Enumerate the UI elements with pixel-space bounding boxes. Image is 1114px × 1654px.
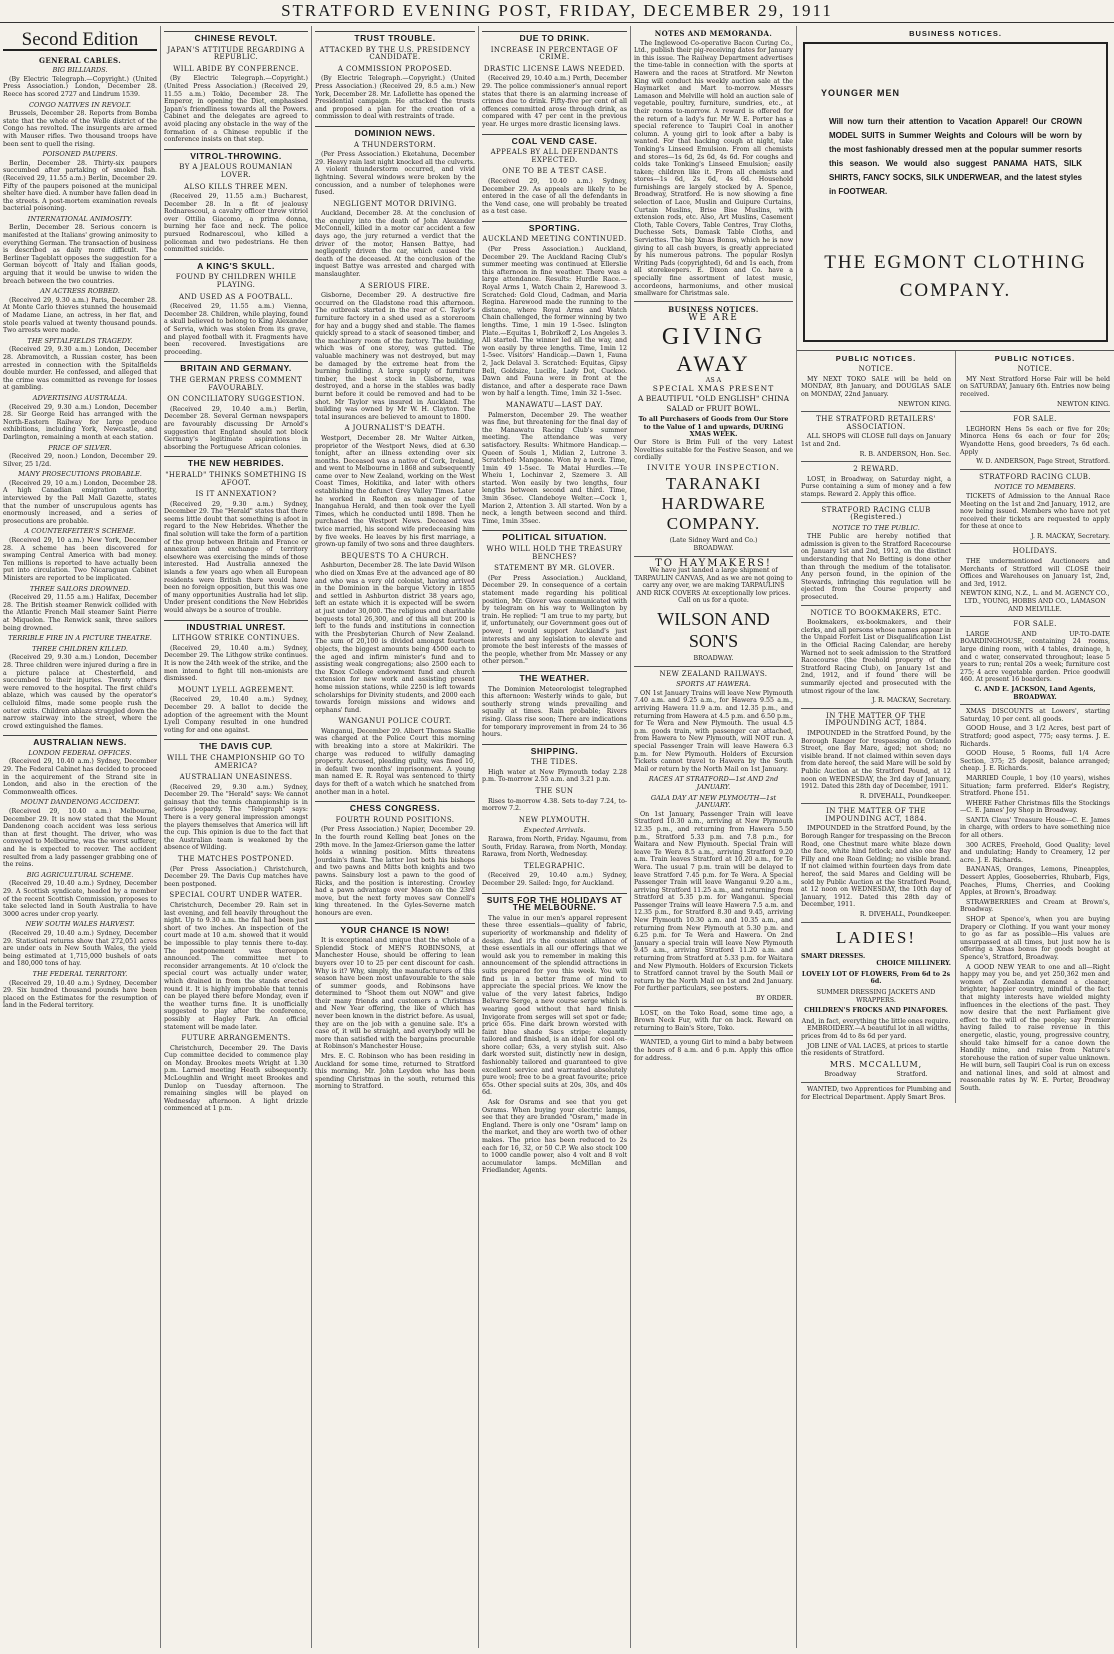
article-text: (Received 29, 10 a.m.) London, December 28. A high Canadian emigration authority, interviewed by the Pall Mall Gazette, states that the number of unscrupulous agents has enormously increased, and a series of prosecutions are probable.: [3, 479, 157, 525]
headline: THE SPITALFIELDS TRAGEDY.: [27, 336, 133, 345]
article-text: (Received 29, 9.30 a.m.) Paris, December 28. At Monte Carlo thieves stunned the housemaid of Madame Liane, an actress, in her flat, and stole pearls valued at twenty thousand pounds. Two arrests were made.: [3, 296, 157, 335]
article-text: (Received 29, 9.30 a.m.) London, December 28. Three children were injured during a fire in a picture palace at Chesterfield, and succumbed to their injuries. Twenty others were removed to the hospital. The first child's ablaze, which was caused by the operator's celluloid films, made some people rush the outer exits. Children ablaze struggled down the narrow stairway into the street, where the crowd extinguished the flames.: [3, 654, 157, 730]
section-heading: THE NEW HEBRIDES.: [164, 456, 308, 468]
subheading: NEGLIGENT MOTOR DRIVING.: [333, 199, 457, 208]
ad-line: (Late Sidney Ward and Co.): [669, 537, 758, 545]
headline: BIG AGRICULTURAL SCHEME.: [26, 870, 134, 879]
headline: POISONED PAUPERS.: [42, 150, 118, 159]
ad-line: Our Store is Brim Full of the very Latest Novelties suitable for the Festive Season, and we cordially: [634, 438, 793, 462]
ad-line: AWAY: [676, 350, 751, 376]
headline: A COUNTERFEITER'S SCHEME.: [24, 527, 136, 536]
notice-text: LOST, in Broadway, on Saturday night, a Purse containing a sum of money and a few stamps. Reward 2. Apply this office.: [801, 475, 951, 498]
section-heading: TRUST TROUBLE.: [315, 31, 475, 43]
classified-ad: WANTED, two Apprentices for Plumbing and for Electrical Department. Apply Smart Bros.: [801, 1085, 951, 1101]
ad-line: JOB LINE of VAL LACES, at prices to startle the residents of Stratford.: [801, 1042, 949, 1058]
article-text: (Received 29, 9.30 a.m.) Sydney, December 29. The "Herald" says: We cannot gainsay that the tennis championship is in serious jeopardy. The "Telegraph" says: There is a very general impression amongst the players themselves that America will lift the cup. This opinion is due to the fact that the Australian team is weakened by the absence of Wilding.: [164, 783, 308, 852]
section-heading: THE DAVIS CUP.: [164, 739, 308, 751]
article-text: (Received 29, 10.40 a.m.) Sydney, December 29. Six hundred thousand pounds have been placed on the Estimates for the resumption of land in the Federal territory.: [3, 979, 157, 1010]
subheading: A JOURNALIST'S DEATH.: [344, 424, 446, 433]
section-heading: THE WEATHER.: [482, 671, 627, 683]
subheading: MOUNT LYELL AGREEMENT.: [177, 685, 295, 694]
section-heading: DUE TO DRINK.: [482, 31, 627, 43]
divider: [634, 301, 793, 302]
subheading: NOTICE TO THE PUBLIC.: [832, 523, 920, 532]
divider: [801, 803, 951, 804]
subheading: BEQUESTS TO A CHURCH.: [340, 551, 450, 560]
headline: INTERNATIONAL ANIMOSITY.: [27, 214, 133, 223]
notice-text: THE undermentioned Auctioneers and Merchants of Stratford will CLOSE their Offices and Warehouses on January 1st, 2nd, and 3rd, 1912.: [960, 558, 1110, 588]
business-notices-heading: BUSINESS NOTICES.: [909, 29, 1002, 38]
subheading: NEW PLYMOUTH.: [518, 815, 591, 824]
subheading: BUSINESS NOTICES.: [668, 304, 759, 314]
subheading: STATEMENT BY MR. GLOVER.: [494, 564, 615, 573]
public-notices-left: [797, 351, 955, 1104]
subheading: AUSTRALIAN UNEASINESS.: [179, 773, 293, 782]
article-text: On 1st January, Passenger Train will leave Stratford 10.30 a.m., arriving at New Plymouth 12.35 p.m., and returning from Hawera 5.50 p.m., Stratford 5.33 p.m. and 7.8 p.m., for Waitara and New Plymouth. Special Train will leave Te Wera 8.5 a.m., arriving Stratford 9.20 a.m. Train leaves Stratford at 10.20 a.m., for Te Wera. The usual 7 p.m. train will be delayed to leave Stratford 7.45 p.m. for Te Wera. A Special Passenger Train will leave Wanganui 9.20 a.m., arriving Stratford 11.25 a.m., and returning from Stratford at 5.35 p.m. for Wanganui. Special Passenger Trains will leave Hawera 7.5 a.m. and 12.35 p.m., for Stratford 8.30 and 9.45, arriving New Plymouth 10.30 a.m. and 10.35 a.m., and returning from New Plymouth at 5.30 p.m. and 6.25 p.m. for Te Wera and Hawera. On 2nd January a special train will leave New Plymouth 9.45 a.m., arriving Stratford 11.20 a.m. and returning from Stratford at 5.33 p.m. for Waitara and New Plymouth. Holders of Excursion Tickets to Stratford cannot travel by the South Mail or return by the North Mail on 1st and 2nd January. For further particulars, see posters.: [634, 810, 793, 993]
ad-line: CHILDREN'S FROCKS AND PINAFORES.: [804, 1007, 948, 1015]
subheading: APPEALS BY ALL DEFENDANTS EXPECTED.: [490, 148, 619, 164]
subheading: AND USED AS A FOOTBALL.: [179, 292, 293, 301]
divider: [801, 411, 951, 412]
subheading: SPORTS AT HAWERA.: [676, 680, 751, 689]
section-heading: COAL VEND CASE.: [482, 134, 627, 146]
ad-line: A BEAUTIFUL "OLD ENGLISH" CHINA SALAD or FRUIT BOWL.: [637, 394, 790, 414]
divider: [801, 922, 951, 923]
notice-text: LEGHORN Hens 5s each or five for 20s; Minorca Hens 6s each or four for 20s; Wyandotte Hens, good breeders, 7s 6d each. Apply: [960, 425, 1110, 456]
article-text: (Received 29, 9.30 a.m.) London, December 28. Abramovitch, a Russian coster, has been arrested in connection with the Spitalfields double murder. He confessed, and alleged that the crime was committed as revenge for losses at gambling.: [3, 346, 157, 392]
ad-line: Will now turn their attention to Vacation Apparel! Our CROWN MODEL SUITS in Summer Weights and Colours will be worn by the most fashionably dressed men at the popular summer resorts this season. We would also suggest PANAMA HATS, SILK SHIRTS, FANCY SOCKS, SILK UNDERWEAR, and the latest styles in FOOTWEAR.: [829, 117, 1082, 197]
subheading: NOTICE.: [1017, 365, 1053, 374]
subheading: IN THE MATTER OF THE IMPOUNDING ACT, 1884.: [825, 711, 927, 728]
article-text: (Per Press Association.) Napier, December 29. In the fourth round Kelling beat Jones on the 29th move. In the Jamez-Grierson game the latter holds a winning position. Mitts threatens Jourdain's flank. The latter lost both his bishops and two pawns and Mitts both knights and two pawns. Sainsbury lost a pawn to the good of Ricks, and the position is interesting. Crowley had a pawn advantage over Mason on the 23rd move, but the next forty moves saw Connell's king threatened. In the Gyles-Severne match honours are even.: [315, 826, 475, 917]
article-text: Auckland, December 28. At the conclusion of the enquiry into the death of John Alexander McConnell, killed in a motor car accident a few days ago, the jury returned a verdict that the driver of the motor, Hansen Battye, had negligently driven the car, which caused the death of the deceased. At the conclusion of the inquest Battye was arrested and charged with manslaughter.: [315, 210, 475, 279]
subheading: THE STRATFORD RETAILERS' ASSOCIATION.: [816, 415, 936, 431]
subheading: A SERIOUS FIRE.: [359, 281, 431, 290]
ladies-ad: [801, 927, 951, 1079]
article-text: Gisborne, December 29. A destructive fire occurred on the Gladstone road this afternoon. The outbreak started in the rear of C. Taylor's furniture factory in a shed used as a storeroom for hay and a buggy shed and stable. The flames quickly spread to a stack of seasoned timber, and the machinery room of the factory. The building, which was of one storey, was gutted. The valuable machinery was not destroyed, but may be damaged by the extreme heat from the burning building. A large supply of furniture timber, the best stock in Gisborne, was destroyed, and a horse in the stables was badly burnt before it could be removed and had to be shot. Mr Taylor was insured in Auckland. The building was owned by Mr W. H. Clayton. The total insurances are believed to amount to 1800.: [315, 292, 475, 421]
article-text: High water at New Plymouth today 2.28 p.m. To-morrow 2.55 a.m. and 3.21 p.m.: [482, 768, 627, 784]
ad-line: SMART DRESSES.: [801, 952, 866, 960]
article-text: The value in our men's apparel represent these three essentials—quality of fabric, superiority of workmanship and fidelity of design. And it's the consistent alliance of these essentials in all our offerings that we would ask you to remember in making this announcement of the splendid attractions in suits prepared for you this week. You will find us in a better frame of mind to appreciate the special prices. We know the value of the very latest fabrics, Indigo Belvarre Serge, a new course serge which is wearing good without that hard finish. Invigorate from serges will set spot or fade; price 65s. Fine dark brown worsted with faint blue shade Sacs stripe; elegantly tailored and finished, is an ideal for cool on-shore collar; 63s, a very stylish suit. Also dark worsted suit, distinctly new in design, fashionably tailored and guaranteed to give excellent service and warranted absolutely pure wool; free to be a great favourite; price 65s. Other special suits at 20s, 30s, and 40s 6d.: [482, 914, 627, 1097]
headline: BIG BILLIARDS.: [52, 66, 108, 75]
article-text: (Received 29, 10.40 a.m.) Sydney, December 29. As appeals are likely to be entered in the case of all the defendants in the Vend case, one will probably be treated as a test case.: [482, 177, 627, 216]
subheading: BY A JEALOUS ROUMANIAN LOVER.: [179, 163, 293, 179]
ad-line: YOUNGER MEN: [821, 87, 901, 98]
subheading: STRATFORD RACING CLUB.: [979, 472, 1091, 481]
article-text: ON 1st January Trains will leave New Plymouth 7.40 a.m. and 9.25 a.m., for Hawera 9.55 a.m., arriving Hawera 11.9 a.m. and 12.35 p.m., and returning from Hawera at 4.5 p.m. and 6.50 p.m., for Te Wera and New Plymouth. The usual 4.5 p.m. goods train, with passenger car attached, from Hawera to New Plymouth, will NOT run. A special Passenger Train will leave Hawera 6.3 p.m. for New Plymouth. Holders of Excursion Tickets cannot travel to Hawera by the South Mail or return by the North Mail on 1st January.: [634, 689, 793, 773]
subheading: DRASTIC LICENSE LAWS NEEDED.: [483, 64, 626, 73]
public-notices: [797, 350, 1114, 1104]
subheading: IS IT ANNEXATION?: [195, 490, 277, 499]
article-text: Ask for Osrams and see that you get Osrams. When buying your electric lamps, see that they are branded "Osram," made in England. There is only one "Osram" lamp on the market, and they are worth two of other makes. The price has been reduced to 2s each for 16, 32, or 50 C.P. We also stock 100 to 1000 candle power, also 4 volt and 8 volt accumulator lamps. McMillan and Friedlander, Agents.: [482, 1099, 627, 1175]
signature: R. DIVEHALL, Poundkeeper.: [859, 911, 951, 918]
classified-ad: MARRIED Couple, 1 boy (10 years), wishes Situation; farm preferred. Elder's Registry, Stratford. Phone 151.: [960, 774, 1110, 798]
classified-ad: WANTED, a young Girl to mind a baby between the hours of 8 a.m. and 6 p.m. Apply this office for address.: [634, 1039, 793, 1062]
public-notices-right: [955, 351, 1114, 1104]
article-text: Christchurch, December 29. Rain set in last evening, and fell heavily throughout the night. Up to 9.30 a.m. the fall had been just short of two inches. An inspection of the court made at 10 a.m. showed that it would be impossible to play tennis there to-day. The postponement was thereupon announced. The committee met to reconsider arrangements. At 10 o'clock the special court was actually under water, which drained in from the stands erected round it. It is highly improbable that tennis can be played there before Monday, even if the weather turns fine. It is unofficially suggested to play after the conference, possibly at Hagley Park. An official statement will be made later.: [164, 902, 308, 1031]
article-text: (Received 29, 11.55 a.m.) Bucharest, December 28. In a fit of jealousy Rodnarescoul, a cavalry officer threw vitriol over Ottilia Giacomo, a prima donna, burning her face and neck. The police pursued Rodnarescoul, who killed a policeman and two pedestrians. He then committed suicide.: [164, 193, 308, 254]
classified-ad: SHOP at Spence's, when you are buying Drapery or Clothing. If you want your money to go as far as possible—His values are unsurpassed at all times, but just now he is offering a Xmas bonus for goods bought at Spence's, Stratford, Broadway.: [960, 916, 1110, 961]
divider: [634, 666, 793, 667]
ad-line: BY ORDER.: [756, 995, 793, 1002]
notice-text: THE Public are hereby notified that admission is given to the Stratford Racecourse on January 1st and 2nd, 1912, on the distinct understanding that No Betting is done other than through the medium of the totalisator. Any person found, in the opinion of the Stewards, infringing this regulation will be ejected from the Course property and prosecuted.: [801, 533, 951, 602]
signature: NEWTON KING.: [898, 400, 951, 408]
classified-ad: STRAWBERRIES and Cream at Brown's, Broadway.: [960, 898, 1110, 914]
section-heading: AUSTRALIAN NEWS.: [3, 735, 157, 747]
subheading: THE SUN: [535, 787, 574, 796]
article-text: (Received 29, 9.30 a.m.) Sydney, December 29. The "Herald" states that there seems little doubt that something is afoot in regard to the New Hebrides. Whether the final solution will take the form of a partition of the group between Britain and France or annexation and exchange of territory elsewhere was exercising the minds of those interested. Had Australia annexed the islands a few years ago when all European residents were British there would have been no foreign opposition, but this was one of many opportunities Australia had let slip. Under present conditions the New Hebrides would always be a source of trouble.: [164, 500, 308, 614]
subheading: HOLIDAYS.: [1012, 547, 1058, 556]
subheading: ALSO KILLS THREE MEN.: [184, 182, 288, 191]
article-text: (By Electric Telegraph.—Copyright.) (United Press Association.) (Received 29, 11.55 a.m.) Tokio, December 28. The Emperor, in opening the Diet, emphasised Japan's friendliness towards all the Powers. Cabinet and the delegates are agreed to avoid placing any obstacle in the way of the formation of a Chinese republic if the conference insists on that step.: [164, 75, 308, 144]
section-heading: DOMINION NEWS.: [315, 126, 475, 138]
column-2: [160, 26, 311, 1648]
notice-text: ALL SHOPS will CLOSE full days on January 1st and 2nd.: [801, 433, 951, 448]
section-heading: CHINESE REVOLT.: [164, 31, 308, 43]
headline: TERRIBLE FIRE IN A PICTURE THEATRE.: [8, 634, 152, 643]
article-text: (By Electric Telegraph.—Copyright.) (United Press Association.) London, December 28. Reece has scored 2727 and Lindrum 1539.: [3, 75, 157, 98]
subheading: FOURTH ROUND POSITIONS.: [335, 815, 455, 824]
subheading: IN THE MATTER OF THE IMPOUNDING ACT, 1884.: [825, 807, 927, 823]
headline: PRICE OF SILVER.: [48, 443, 112, 452]
subheading: LITHGOW STRIKE CONTINUES.: [172, 634, 300, 643]
article-text: Rarawa, from North, Friday. Ngaumu, from South, Friday. Rarawa, from North, Monday. Rarawa, from North, Wednesday.: [482, 836, 627, 859]
article-text: (Received 29, 11.55 a.m.) Halifax, December 28. The British steamer Renwick collided with the Atlantic French Mail steamer Saint Pierre at Miquelon. The Renwick sank, three sailors being drowned.: [3, 594, 157, 632]
signature: J. R. MACKAY, Secretary.: [1030, 532, 1110, 540]
article-text: (Received 29, 10.40 a.m.) Perth, December 29. The police commissioner's annual report states that there is an alarming increase of crimes due to drink. Fifty-five per cent of all offences committed arose through drink, as compared with 47 per cent in the previous year. He urges more drastic licensing laws.: [482, 75, 627, 128]
article-text: (Per Press Association.) Eketahuna, December 29. Heavy rain last night knocked all the culverts. A violent thunderstorm occurred, and vivid lightning. Several windows were broken by the concussion, and a number of telephones were fused.: [315, 151, 475, 197]
article-text: (Received 29, 10.40 a.m.) Sydney, December 29. Sailed: Ingo, for Auckland.: [482, 872, 627, 887]
ad-line: AS A: [705, 376, 722, 384]
headline: THREE SAILORS DROWNED.: [29, 584, 131, 593]
ad-line: TO HAYMAKERS!: [655, 557, 772, 569]
classified-ad: WHERE Father Christmas fills the Stockings—C. E. James' Joy Shop in Broadway.: [960, 799, 1110, 815]
column-5: [630, 26, 796, 1648]
article-text: (Received 29, noon.) London, December 29. Silver, 25 1/2d.: [3, 453, 157, 468]
notice-text: MY NEXT TOKO SALE will be held on MONDAY, 8th January, and DOUGLAS SALE on MONDAY, 22nd January.: [801, 375, 951, 398]
subheading: ONE TO BE A TEST CASE.: [502, 167, 607, 176]
general-cables-heading: GENERAL CABLES.: [38, 55, 122, 65]
article-text: Palmerston, December 29. The weather was fine, but threatening for the final day of the Manawatu Racing Club's summer meeting. The attendance was very satisfactory. Results: Whitmore Handicap.—Queen of Souls 1, Midian 2, Lutrone 3. Scratched: Mangaone. Won by a neck. Time, 1min 49 1-5sec. Te Matai Hurdles.—Te Wheiu 1, Lochinvar 2, Szemere 3. All started. Won easily by two lengths, four lengths between second and third. Time, 3min 36sec. Clandeboye Welter.—Cock 1, Marion 2, Attention 3. All started. Won by a neck, a length between second and third. Time, 1min 35sec.: [482, 411, 627, 525]
divider: [634, 1035, 793, 1036]
notice-text: IMPOUNDED in the Stratford Pound, by the Borough Ranger for trespassing on the Brecon Road, one Chestnut mare white blaze down the face, white hind fetlock; and also one Bay Filly and one Roan Gelding; no visible brand. If not claimed within fourteen days from date hereof, the said Mares and Gelding will be sold by Public Auction at the Stratford Pound, at 12 noon on WEDNESDAY, the 10th day of January, 1912. Dated this 28th day of December, 1911.: [801, 825, 951, 909]
article-text: (Received 29, 10.40 a.m.) Sydney, December 29. A ballot to decide the adoption of the agreement with the Mount Lyell Company resulted in one hundred voting for and one against.: [164, 696, 308, 734]
article-text: (Received 29, 10.40 a.m.) Melbourne, December 29. It is now stated that the Mount Dandenong coach accident was less serious than at first thought. The driver, who was conveyed to Melbourne, was the worst sufferer, and he is expected to recover. The accident resulted from a lady passenger grabbing one of the reins.: [3, 808, 157, 869]
divider: [960, 411, 1110, 412]
ad-line: BROADWAY.: [693, 655, 734, 663]
signature: C. AND E. JACKSON, Land Agents, BROADWAY.: [974, 685, 1096, 701]
headline: MANY PROSECUTIONS PROBABLE.: [18, 470, 142, 479]
classified-ad: 300 ACRES, Freehold, Good Quality; level and undulating; Handy to Creamery, 12 per acre. J. E. Richards.: [960, 841, 1110, 864]
signature: R. B. ANDERSON, Hon. Sec.: [859, 450, 951, 458]
subheading: A COMMISSION PROPOSED.: [337, 64, 453, 73]
article-text: (By Electric Telegraph.—Copyright.) (United Press Association.) (Received 29, 8.5 a.m.) New York, December 28. Mr. Lafollette has opened the Presidential campaign. He attacked the trusts and proposed a plan for the creation of a commission to deal with restraints of trade.: [315, 75, 475, 121]
divider: [801, 502, 951, 503]
article-text: (Per Press Association.) Auckland, December 29. The Auckland Racing Club's summer meeting was continued at Ellerslie this afternoon in fine weather. There was a large attendance. Results: Hurdle Race.—Royal Arms 1, Watch Chain 2, Harewood 3. Scratched: Gold Cloud, Cadman, and Maria Regina. Harewood made the running to the distance, where Royal Arms and Watch Chain challenged, the former winning by two lengths. Time, 1 min 19 1-5sec. Islington Plate.—Equitas 1, Bobrikoff 2, Los Angeles 3. All started. The winner led all the way, and won easily by three lengths. Time, 1min 12 1-5sec. Visitors' Handicap.—Dawn 1, Fauna 2, Jack Delaval 3. Scratched: Equitas, Gipsy Bell, Goldsize, Lucille, Lady Dot, Cuckoo. Dawn and Fauna were in front at the distance, and after a desperate race Dawn won by half a length. Time, 1min 32 1-5sec.: [482, 246, 627, 398]
article-text: (Received 29, 10.40 a.m.) Sydney, December 29. Statistical returns show that 272,051 acres are under oats in New South Wales, the yield being estimated at 1,715,000 bushels of oats and 180,000 tons of hay.: [3, 929, 157, 968]
subheading: ON CONCILIATORY SUGGESTION.: [167, 395, 305, 404]
subheading: NEW ZEALAND RAILWAYS.: [659, 669, 768, 678]
subheading: INCREASE IN PERCENTAGE OF CRIME.: [490, 45, 619, 62]
article-text: Westport, December 28. Mr Walter Aitken, proprietor of the Westport News, died at 6.30 tonight, after an illness extending over six months. Deceased was a native of Cork, Ireland, and went to Melbourne in 1868 and subsequently came over to New Zealand, working on the West Coast Times, Hokitika, and later with others establishing the defunct Grey Valley Times. Later he worked in Reefton as manager of the Inangahua Herald, and then took over the Lyell Times, which he conducted until 1898. Then he purchased the Westport News. Deceased was twice married, his second wife predeceasing him by five weeks. He leaves by his first marriage, a grown-up family of two sons and three daughters.: [315, 434, 475, 549]
ad-line: SUMMER DRESSING JACKETS AND WRAPPERS.: [816, 988, 936, 1004]
section-heading: BRITAIN AND GERMANY.: [164, 361, 308, 373]
classified-ad: A GOOD NEW YEAR to one and all—Right happy may you be, and yet 250,362 men and women of Zealandia demand a cleaner, brighter, happier country, mindful of the fact that mighty interests have wielded mighty influences in the elections of the past. They now desire that the next Parliament give effect to the will of the people; say Premier having failed to raise revenue in this energetic, elastic, young, progressive country, should take himself for a canoe down the Handily mine, and raise from Nature's storehouse the ration of super value unknown. He will burn, sell Taupiri Coal is run on excess and national lines, and sold at almost and reasonable rates by W. E. Porter, Broadway South.: [960, 963, 1110, 1093]
section-heading: PUBLIC NOTICES.: [994, 353, 1076, 363]
subheading: ATTACKED BY THE U.S. PRESIDENCY CANDIDATE.: [319, 45, 471, 62]
subheading: NOTES AND MEMORANDA.: [654, 29, 773, 38]
article-text: (Received 29, 10.40 a.m.) Sydney, December 29. The Federal Cabinet has decided to proceed in the acquirement of the Strand site in London, and also in the erection of the Commonwealth offices.: [3, 758, 157, 796]
masthead: STRATFORD EVENING POST, FRIDAY, DECEMBER 29, 1911: [0, 0, 1114, 23]
section-heading: POLITICAL SITUATION.: [482, 530, 627, 542]
subheading: Expected Arrivals.: [523, 826, 586, 835]
ad-line: Broadway Stratford.: [824, 1071, 928, 1079]
article-text: It is exceptional and unique that the whole of a Splendid Stock of MEN'S ROBINSONS, at Manchester House, should be offering to lean buyers over 10 to 25 per cent discount for cash. Why is it? Why, simply, the manufacturers of this season have been most unfavourable to the sale of summer goods, and Robinsons have determined to "Shoot them out NOW" and give their many friends and customers a Christmas and New Year offering, the like of which has never been known in the district before. As usual, they are on the job with a genuine sale. It's a case of, it will be straight, and everybody will be more than satisfied with the bargains procurable at Robinson's Manchester House.: [315, 937, 475, 1051]
subheading: FUTURE ARRANGEMENTS.: [181, 1034, 291, 1043]
subheading: NOTICE.: [858, 365, 894, 374]
subheading: SPECIAL COURT UNDER WATER.: [169, 891, 303, 900]
divider: [960, 543, 1110, 544]
subheading: THE MATCHES POSTPONED.: [177, 855, 295, 864]
divider: [634, 1006, 793, 1007]
section-heading: SUITS FOR THE HOLIDAYS AT THE MELBOURNE.: [482, 893, 627, 912]
divider: [960, 704, 1110, 705]
column-3: [311, 26, 478, 1648]
signature: J. R. MACKAY, Secretary.: [871, 697, 951, 705]
subheading: "HERALD" THINKS SOMETHING IS AFOOT.: [165, 470, 307, 487]
ad-line: BROADWAY.: [693, 544, 734, 552]
article-text: Christchurch, December 29. The Davis Cup committee decided to commence play on Monday. Brookes meets Wright at 1.30 p.m. Larned meeting Heath subsequently. McLoughlin and Wright meet Brookes and Dunlop on Tuesday afternoon. The remaining singles will be played on Wednesday afternoon. A light drizzle commenced at 1 p.m.: [164, 1044, 308, 1113]
subheading: FOUND BY CHILDREN WHILE PLAYING.: [175, 273, 297, 290]
article-text: Berlin, December 28. Thirty-six paupers succumbed after partaking of smoked fish. (Received 29, 11.55 a.m.) Berlin, December 29. Fifty of the paupers poisoned at the municipal shelter have died. A number have fallen dead in the streets. A post-mortem examination reveals bacterial poisoning.: [3, 159, 157, 213]
egmont-clothing-ad: [803, 42, 1108, 342]
section-heading: SHIPPING.: [482, 744, 627, 756]
article-text: The Dominion Meteorologist telegraphed this afternoon: Westerly winds to gale, but southerly strong winds prevailing and squally at times. Rain probable; Rivers rising. Glass rise soon; There are indications for temporary improvement in from 24 to 36 hours.: [482, 685, 627, 739]
article-text: (Per Press Association.) Auckland, December 29. In consequence of a certain statement made regarding his political position, Mr. Glover was communicated with by telegram on his way to Wellington by train. He replied: "I am true to my party, but if, unfortunately, our Government goes out of power, I would support Auckland's just interests and any legislation to elevate and promote the best interests of the masses of the people, whether from Mr. Massey or any other person.": [482, 574, 627, 666]
divider: [960, 469, 1110, 470]
ad-line: WILSON AND SON'S: [657, 609, 770, 652]
subheading: FOR SALE.: [1013, 620, 1057, 629]
section-heading: INDUSTRIAL UNREST.: [164, 620, 308, 632]
article-text: (Received 29, 11.55 a.m.) Vienna, December 28. Children, while playing, found a skull believed to belong to King Alexander of Servia, which was stolen from its grave, and played football with it. Fragments have been recovered. Investigations are proceeding.: [164, 303, 308, 356]
article-text: (Received 29, 10.40 a.m.) Berlin, December 28. Several German newspapers are favourably discussing Dr Arnold's suggestion that England should not block Germany's legitimate aspirations in absorbing the Portuguese African colonies.: [164, 405, 308, 451]
headline: MOUNT DANDENONG ACCIDENT.: [20, 798, 140, 807]
article-text: (Per Press Association.) Christchurch, December 29. The Davis Cup matches have been postponed.: [164, 865, 308, 888]
subheading: JAPAN'S ATTITUDE REGARDING A REPUBLIC.: [167, 45, 305, 62]
ad-line: EMBROIDERY.—A beautiful lot in all widths, prices from 4d to 8s 6d per yard.: [801, 1025, 950, 1040]
classified-ad: GOOD House, 5 Rooms, full 1/4 Acre Section, 375; 25 deposit, balance arranged; cheap. J. E. Richards.: [960, 750, 1110, 773]
article-text: The Inglewood Co-operative Bacon Curing Co., Ltd., publish their pig-receiving dates for January in this issue. The Railway Department advertises the time-table in connection with the sports at Hawera and the races at Stratford. Mr Newton King will conduct his weekly auction sale at the Haymarket and Mart to-morrow. Messrs Lamason and Melville will hold an auction sale of vegetable, poultry, furniture, sundries, etc., at their rooms to-morrow. A reward is offered for the return of a lady's fur. Mr W. E. Porter has a special reference to Taupiri Coal in another column. A young girl to look after a baby is wanted. For that hacking cough at night, take Tonking's Linseed Emulsion. From all chemists and stores—1s 6d, 2s 6d, 4s 6d. For coughs and colds take Tonking's Linseed Emulsion; easily taken; children like it. From all chemists and stores—1s 6d, 2s 6d, 4s 6d. Household furnishings are largely stocked by A. Spence, Broadway, Stratford. He is now showing a fine selection of Lace, Muslin and Guipure Curtains, Curtain Muslins, Brise Bise Muslins, with extension rods, etc. Also, Art Muslins, Casement Cloth, Table Covers, Table Centres, Tray Cloths, Duchesse Sets, Damask Table Cloths, and Serviettes. The big Xmas Bonus, which he is now giving to all cash buyers, is greatly appreciated by his numerous patrons. The popular Roslyn Writing Pads (copyrighted), 6d and 1s each, from all storekeepers. E. Dixon and Co. have a specially fine assortment of latest music, accordeons, harmoniums, and other musical smallware for Christmas sale.: [634, 39, 793, 298]
column-6: [796, 26, 1114, 1648]
notice-text: TICKETS of Admission to the Annual Race Meeting on the 1st and 2nd January, 1912, are now being issued. Members who have not yet received their tickets are requested to apply for these at once to: [960, 492, 1110, 531]
subheading: GALA DAY AT NEW PLYMOUTH—1st JANUARY.: [650, 793, 777, 810]
article-text: Mrs. E. C. Robinson who has been residing in Auckland for some time, returned to Stratford this morning. Mr. John Leydon who has been spending Christmas in the south, returned this morning to Stratford.: [315, 1053, 475, 1091]
signature: R. DIVEHALL, Poundkeeper.: [859, 792, 951, 800]
section-heading: SPORTING.: [482, 221, 627, 233]
subheading: THE TIDES.: [530, 758, 579, 767]
column-1: [0, 26, 160, 1648]
subheading: STRATFORD RACING CLUB (Registered.): [821, 505, 931, 522]
divider: [634, 556, 793, 557]
ad-line: THE EGMONT CLOTHING COMPANY.: [824, 252, 1087, 302]
ad-line: LADIES!: [835, 927, 917, 947]
article-text: (Received 29, 10.40 a.m.) Sydney, December 29. The Lithgow strike continues. It is now the 24th week of the strike, and the men intend to fight till non-unionists are dismissed.: [164, 644, 309, 683]
classified-ad: GOOD House, and 3 1/2 Acres, best part of Stratford; good aspect, 775; easy terms. J. E. Richards.: [960, 725, 1110, 748]
classified-ad: SANTA Claus' Treasure House—C. E. James in charge, with orders to have something nice for all others.: [960, 816, 1110, 840]
subheading: A THUNDERSTORM.: [354, 140, 436, 149]
subheading: FOR SALE.: [1013, 415, 1057, 424]
signature: W. D. ANDERSON, Page Street, Stratford.: [976, 458, 1110, 466]
subheading: RACES AT STRATFORD—1st AND 2nd JANUARY.: [648, 775, 779, 791]
subheading: WILL ABIDE BY CONFERENCE.: [173, 64, 299, 73]
headline: AN ACTRESS ROBBED.: [40, 287, 120, 296]
column-4: [478, 26, 630, 1648]
subheading: MANAWATU—LAST DAY.: [505, 400, 604, 409]
second-edition-title: Second Edition: [3, 36, 157, 51]
article-text: Wanganui, December 29. Albert Thomas Skallie was charged at the Police Court this morning with breaking into a store at Makirikiri. The charge was reduced to wilfully damaging property. Accused, pleading guilty, was fined 10, in default two months' imprisonment. A young man named E. R. Royal was sentenced to thirty days for theft of a watch which he snatched from another man in a hotel.: [315, 727, 475, 796]
notice-text: IMPOUNDED in the Stratford Pound, by the Borough Ranger for trespassing on Orlando Street, one Bay Mare, aged; not shod; no visible brand. If not claimed within seven days from date hereof, the said Mare will be sold by Public Auction at the Stratford Pound, at 12 noon on WEDNESDAY, the 3rd day of January, 1912. Dated this 28th day of December, 1911.: [801, 729, 951, 791]
headline: CONGO NATIVES IN REVOLT.: [28, 100, 131, 109]
divider: [801, 461, 951, 462]
subheading: WANGANUI POLICE COURT.: [338, 717, 452, 726]
headline: NEW SOUTH WALES HARVEST.: [25, 920, 135, 929]
article-text: (Received 29, 10.40 a.m.) Sydney, December 29. A Scottish syndicate, headed by a member of the recent Scottish Commission, proposes to take selected land in South Australia to have 3000 acres under crop yearly.: [3, 880, 157, 918]
article-text: (Received 29, 9.30 a.m.) London, December 28. Sir George Reid has arranged with the North-Eastern Railway for large produce exhibitions, including York, Newcastle, and Darlington, remaining a month at each station.: [3, 403, 157, 441]
subheading: THE GERMAN PRESS COMMENT FAVOURABLY.: [169, 375, 303, 392]
giving-away-ad: [634, 315, 793, 552]
classified-ad: LOST, on the Toko Road, some time ago, a Brown Neck Fur, with fur on back. Reward on returning to Bain's Store, Toko.: [634, 1009, 793, 1032]
ad-line: To all Purchasers of Goods from Our Store to the Value of 1 and upwards, DURING XMAS WEEK.: [638, 416, 789, 439]
ad-line: TARANAKI HARDWARE COMPANY.: [661, 474, 766, 534]
section-heading: VITROL-THROWING.: [164, 149, 308, 161]
headline: LONDON FEDERAL OFFICES.: [28, 748, 132, 757]
subheading: WHO WILL HOLD THE TREASURY BENCHES?: [486, 545, 623, 561]
subheading: WILL THE CHAMPIONSHIP GO TO AMERICA?: [167, 753, 305, 770]
classified-ad: BANANAS, Oranges, Lemons, Pineapples, Dessert Apples, Gooseberries, Rhubarb, Figs, Peaches, Plums, Cherries, and Cooking Apples, at Brown's, Broadway.: [960, 866, 1110, 897]
ad-line: LOVELY LOT OF FLOWERS, From 6d to 2s 6d.: [801, 970, 951, 986]
subheading: NOTICE TO MEMBERS.: [994, 483, 1076, 492]
ad-line: MRS. MCCALLUM,: [829, 1059, 923, 1069]
headline: THE FEDERAL TERRITORY.: [32, 969, 128, 978]
section-heading: PUBLIC NOTICES.: [835, 353, 917, 363]
headline: ADVERTISING AUSTRALIA.: [32, 393, 128, 402]
classified-ad: XMAS DISCOUNTS at Lowers', starting Saturday, 10 per cent. all goods.: [960, 708, 1110, 723]
article-text: Ashburton, December 28. The late David Wilson who died on Xmas Eve at the advanced age of 80 and who was a very old colonist, having arrived in the Dominion in the barque Victory in 1855 and settled in Ashburton district 38 years ago, left an estate which it is expected will be sworn at just under 30,000. The religious and charitable bequests total 26,300, and of this all but 200 is left to the funds and institutions in connection with the Presbyterian Church of New Zealand. The sum of 20,100 is divided amongst fourteen objects, the biggest amounts being 4500 each to the aged and infirm minister's fund and to assisting weak congregations; also 2500 each to the Knox College endowment fund and church extension for new work and assisting present home mission stations, while 2250 is left towards scholarships for Divinity students, and 2000 each towards foreign missions and widows and orphans' fund.: [315, 562, 475, 714]
divider: [801, 708, 951, 709]
ad-line: CHOICE MILLINERY.: [876, 960, 951, 968]
divider: [801, 605, 951, 606]
notice-text: LARGE AND UP-TO-DATE BOARDINGHOUSE, containing 24 rooms, large dining room, with 4 tables, drainage, h and c water, conservated throughout; lease 5 years to run; rental 20s a week; furniture cost 275; 4 acre vegetable garden. Price goodwill 460. At present 16 boarders.: [960, 630, 1110, 684]
article-text: Brussels, December 28. Reports from Bomba state that the whole of the Welle district of the Congo has revolted. The insurgents are armed with Mauser rifles. Two thousand troops have been sent to quell the rising.: [3, 110, 157, 148]
subheading: 2 REWARD.: [853, 465, 899, 474]
divider: [960, 616, 1110, 617]
notice-text: MY Next Stratford Horse Fair will be held on SATURDAY, January 6th. Entries now being received.: [960, 375, 1110, 398]
headline: THREE CHILDREN KILLED.: [32, 644, 128, 653]
notice-text: Bookmakers, ex-bookmakers, and their clerks, and all persons whose names appear in the Unpaid Forfeit List or Disqualification List in the Official Racing Calendar, are hereby Warned not to seek admission to the Stratford Racecourse (the freehold property of the Stratford Racing Club), on January 1st and 2nd, 1912, and if found there will be summarily ejected and prosecuted with the utmost rigour of the law.: [801, 619, 951, 695]
article-text: (Received 29, 10 a.m.) New York, December 28. A scheme has been discovered for swamping Central America with bad money. Ten millions is reported to have actually been put into circulation. Two Nicaraguan Cabinet Ministers are reported to be implicated.: [3, 537, 157, 582]
section-heading: CHESS CONGRESS.: [315, 801, 475, 813]
ad-line: INVITE YOUR INSPECTION.: [647, 462, 780, 472]
section-heading: A KING'S SKULL.: [164, 259, 308, 271]
ad-line: SPECIAL XMAS PRESENT: [652, 383, 775, 393]
notice-text: NEWTON KING, N.Z., L. and M. AGENCY CO., LTD., YOUNG, HOBBS AND CO., LAMASON AND MELVILLE.: [960, 590, 1110, 613]
subheading: TELEGRAPHIC.: [523, 861, 586, 870]
subheading: NOTICE TO BOOKMAKERS, ETC.: [810, 608, 942, 617]
signature: NEWTON KING.: [1057, 400, 1110, 408]
subheading: AUCKLAND MEETING CONTINUED.: [482, 235, 627, 244]
ad-line: We have just landed a large shipment of TARPAULIN CANVAS, And as we are not going to carry any over, we are making TARPAULINS AND RICK COVERS At exceptionally low prices. Call on us for a quote.: [634, 567, 793, 605]
ad-line: And, in fact, everything the little ones require.: [801, 1017, 951, 1025]
ad-line: WE ARE: [688, 313, 739, 324]
divider: [801, 1082, 951, 1083]
article-text: Berlin, December 28. Serious concern is manifested at the Italians' growing animosity to everything German. The transaction of business is described as daily more difficult. The Berliner Tageblatt opposes the suggestion for a German boycott of Italy and Italian goods, arguing that it would be unwise to widen the breach between the two countries.: [3, 224, 157, 285]
ad-line: GIVING: [661, 323, 766, 350]
article-text: Rises to-morrow 4.38. Sets to-day 7.24, to-morrow 7.2.: [482, 797, 627, 813]
section-heading: YOUR CHANCE IS NOW!: [315, 923, 475, 935]
haymakers-ad: [634, 557, 793, 663]
